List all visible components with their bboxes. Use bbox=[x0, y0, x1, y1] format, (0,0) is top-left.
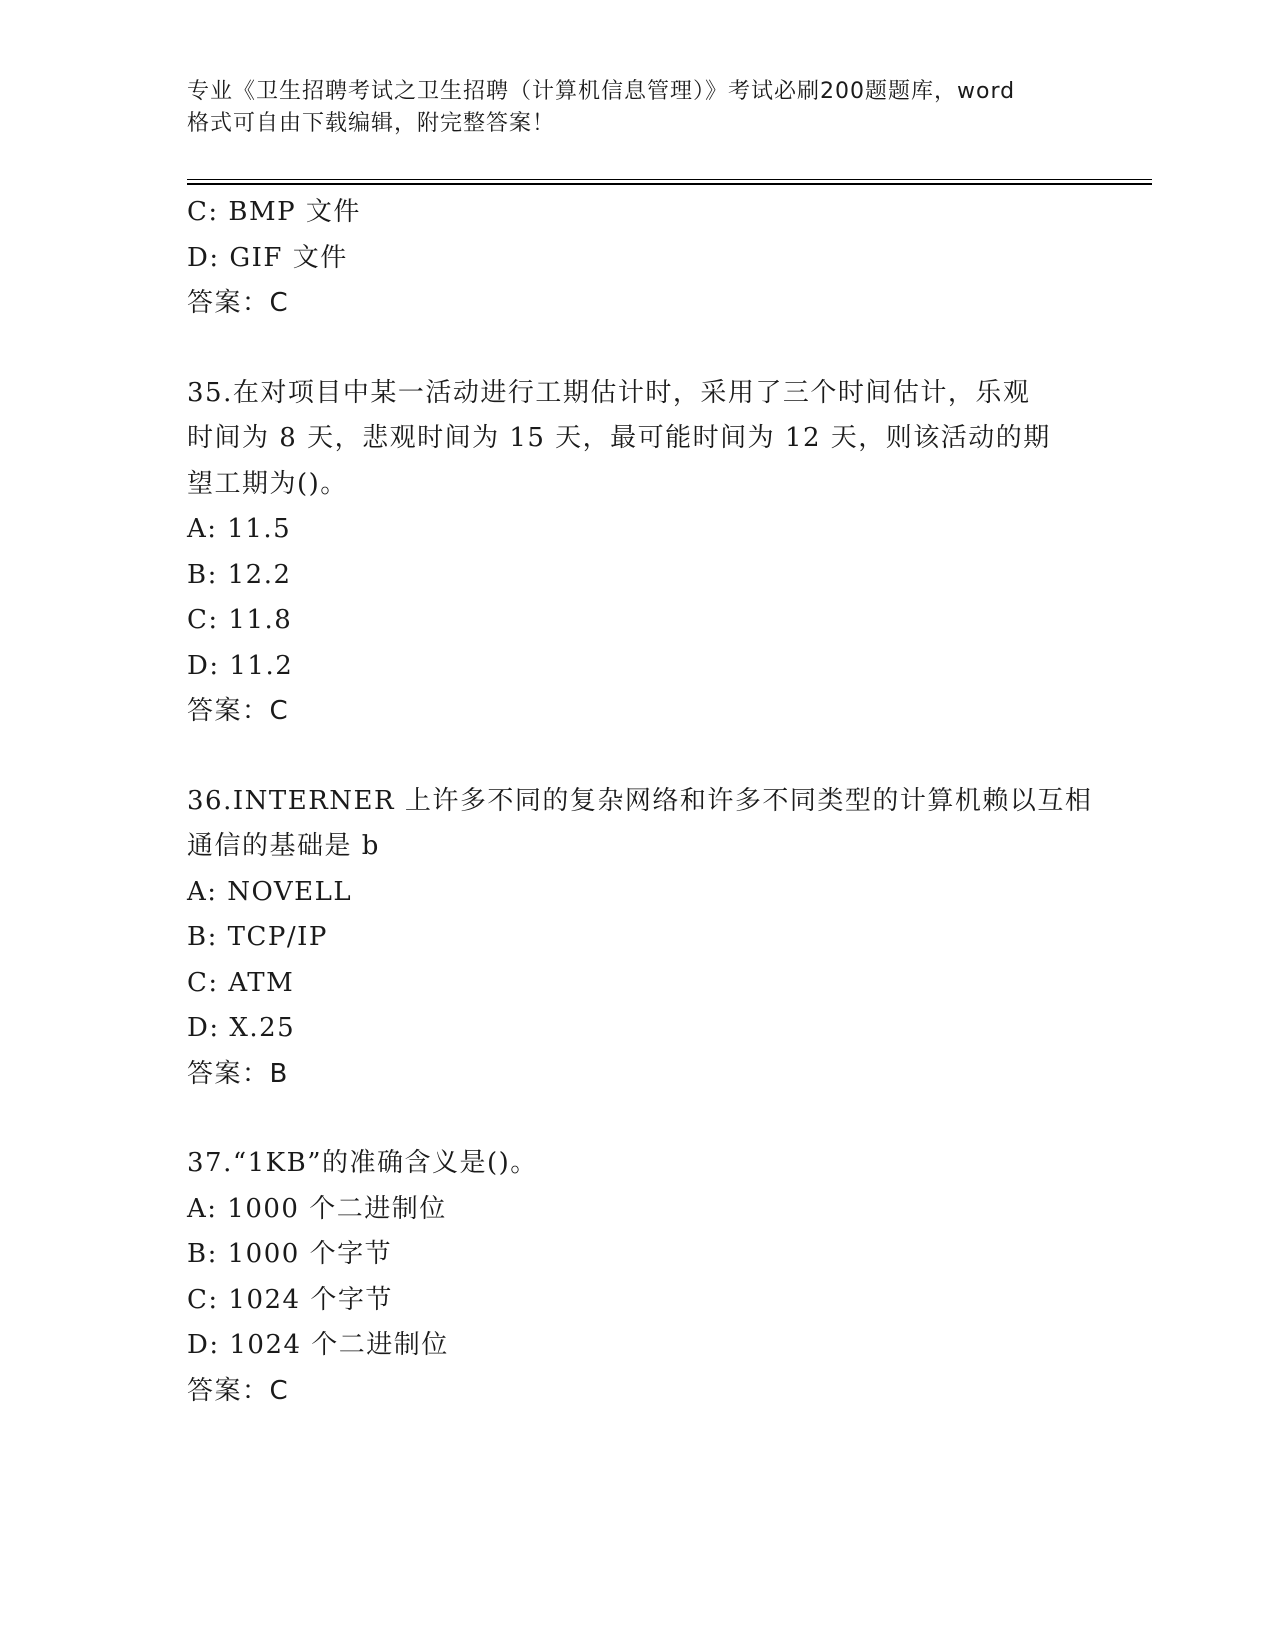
document-body bbox=[187, 190, 1093, 1414]
question-text-line: 时间为 8 天，悲观时间为 15 天，最可能时间为 12 天，则该活动的期 bbox=[187, 423, 1051, 453]
previous-question-tail bbox=[187, 190, 1087, 327]
question-35 bbox=[187, 371, 1087, 735]
header-line-2: 格式可自由下载编辑，附完整答案！ bbox=[187, 111, 556, 136]
option-d: D: GIF 文件 bbox=[187, 242, 348, 273]
document-header bbox=[187, 76, 1087, 140]
option-b: B: 1000 个字节 bbox=[187, 1239, 393, 1269]
spacer bbox=[187, 1097, 1087, 1141]
spacer bbox=[187, 735, 1087, 779]
answer-line: 答案：C bbox=[187, 696, 290, 726]
option-d: D: 1024 个二进制位 bbox=[187, 1330, 449, 1360]
question-36 bbox=[187, 779, 1093, 1098]
option-a: A: NOVELL bbox=[187, 876, 353, 907]
spacer bbox=[187, 327, 1087, 371]
option-d: D: X.25 bbox=[187, 1013, 296, 1043]
option-c: C: ATM bbox=[187, 967, 295, 998]
answer-line: 答案：C bbox=[187, 288, 290, 318]
question-text-line: 35.在对项目中某一活动进行工期估计时，采用了三个时间估计，乐观 bbox=[187, 377, 1031, 408]
answer-line: 答案：C bbox=[187, 1375, 290, 1406]
question-text-line: 通信的基础是 b bbox=[187, 831, 380, 861]
question-text-line: 望工期为()。 bbox=[187, 468, 348, 499]
header-divider-thick bbox=[187, 183, 1152, 185]
question-text-line: 36.INTERNER 上许多不同的复杂网络和许多不同类型的计算机赖以互相 bbox=[187, 785, 1093, 816]
option-a: A: 1000 个二进制位 bbox=[187, 1193, 447, 1224]
option-c: C: BMP 文件 bbox=[187, 197, 361, 227]
header-divider-thin bbox=[187, 179, 1152, 180]
answer-line: 答案：B bbox=[187, 1058, 289, 1089]
option-d: D: 11.2 bbox=[187, 650, 294, 681]
option-c: C: 1024 个字节 bbox=[187, 1284, 393, 1315]
header-line-1: 专业《卫生招聘考试之卫生招聘（计算机信息管理）》考试必刷200题题库，word bbox=[187, 79, 1016, 104]
question-text-line: 37.“1KB”的准确含义是()。 bbox=[187, 1148, 538, 1178]
option-c: C: 11.8 bbox=[187, 605, 293, 635]
option-b: B: 12.2 bbox=[187, 559, 292, 590]
question-37 bbox=[187, 1141, 1087, 1414]
option-a: A: 11.5 bbox=[187, 514, 292, 544]
option-b: B: TCP/IP bbox=[187, 922, 328, 952]
